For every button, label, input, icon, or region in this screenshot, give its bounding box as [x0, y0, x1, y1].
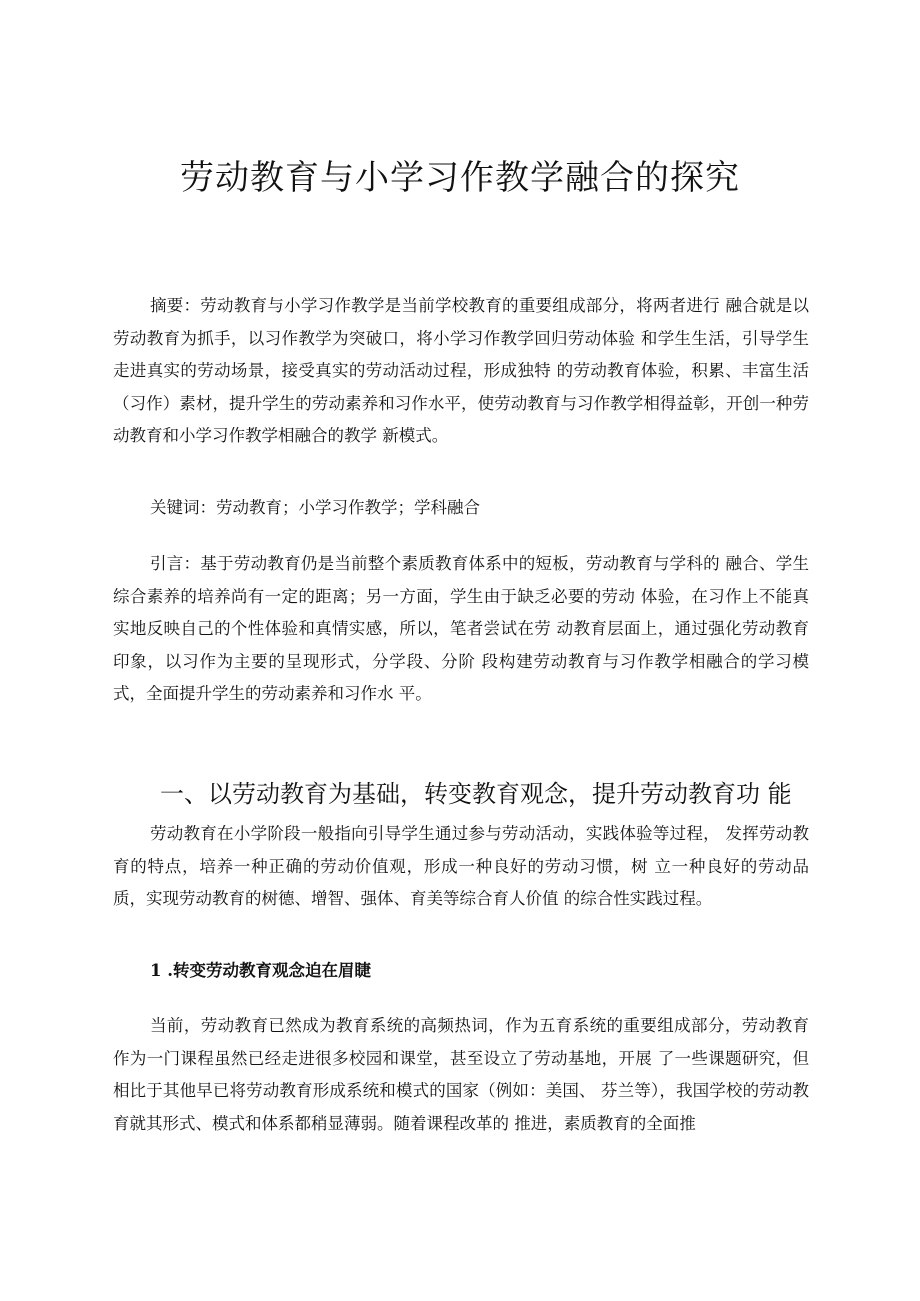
introduction-paragraph: 引言：基于劳动教育仍是当前整个素质教育体系中的短板，劳动教育与学科的 融合、学生综合素养的培养尚有一定的距离；另一方面，学生由于缺乏必要的劳动 体验，在习作上不能真实地反映自己的个性体验和真情实感，所以，笔者尝试在劳 动教育层面上，通过强化劳动教育印象，以习作为主要的呈现形式，分学段、分阶 段构建劳动教育与习作教学相融合的学习模式，全面提升学生的劳动素养和习作水 平。	[113, 554, 809, 703]
keywords-line: 关键词：劳动教育；小学习作教学；学科融合	[150, 498, 480, 517]
section-1-paragraph: 劳动教育在小学阶段一般指向引导学生通过参与劳动活动，实践体验等过程， 发挥劳动教育的特点，培养一种正确的劳动价值观，形成一种良好的劳动习惯，树 立一种良好的劳动品质，实现劳动教育的树德、增智、强体、育美等综合育人价值 的综合性实践过程。	[113, 824, 809, 908]
abstract-paragraph: 摘要：劳动教育与小学习作教学是当前学校教育的重要组成部分，将两者进行 融合就是以劳动教育为抓手，以习作教学为突破口，将小学习作教学回归劳动体验 和学生生活，引导学生走进真实的劳动场景，接受真实的劳动活动过程，形成独特 的劳动教育体验，积累、丰富生活（习作）素材，提升学生的劳动素养和习作水平，使劳动教育与习作教学相得益彰，开创一种劳动教育和小学习作教学相融合的教学 新模式。	[113, 296, 809, 445]
paper-title: 劳动教育与小学习作教学融合的探究	[180, 158, 740, 198]
subsection-1-paragraph: 当前，劳动教育已然成为教育系统的高频热词，作为五育系统的重要组成部分，劳动教育作为一门课程虽然已经走进很多校园和课堂，甚至设立了劳动基地，开展 了一些课题研究，但相比于其他早已将劳动教育形成系统和模式的国家（例如：美国、 芬兰等），我国学校的劳动教育就其形式、模式和体系都稍显薄弱。随着课程改革的 推进，素质教育的全面推	[113, 1016, 809, 1133]
subsection-1-heading: 1 .转变劳动教育观念迫在眉睫	[150, 961, 371, 980]
section-1-heading: 一、以劳动教育为基础，转变教育观念，提升劳动教育功 能	[160, 780, 792, 808]
